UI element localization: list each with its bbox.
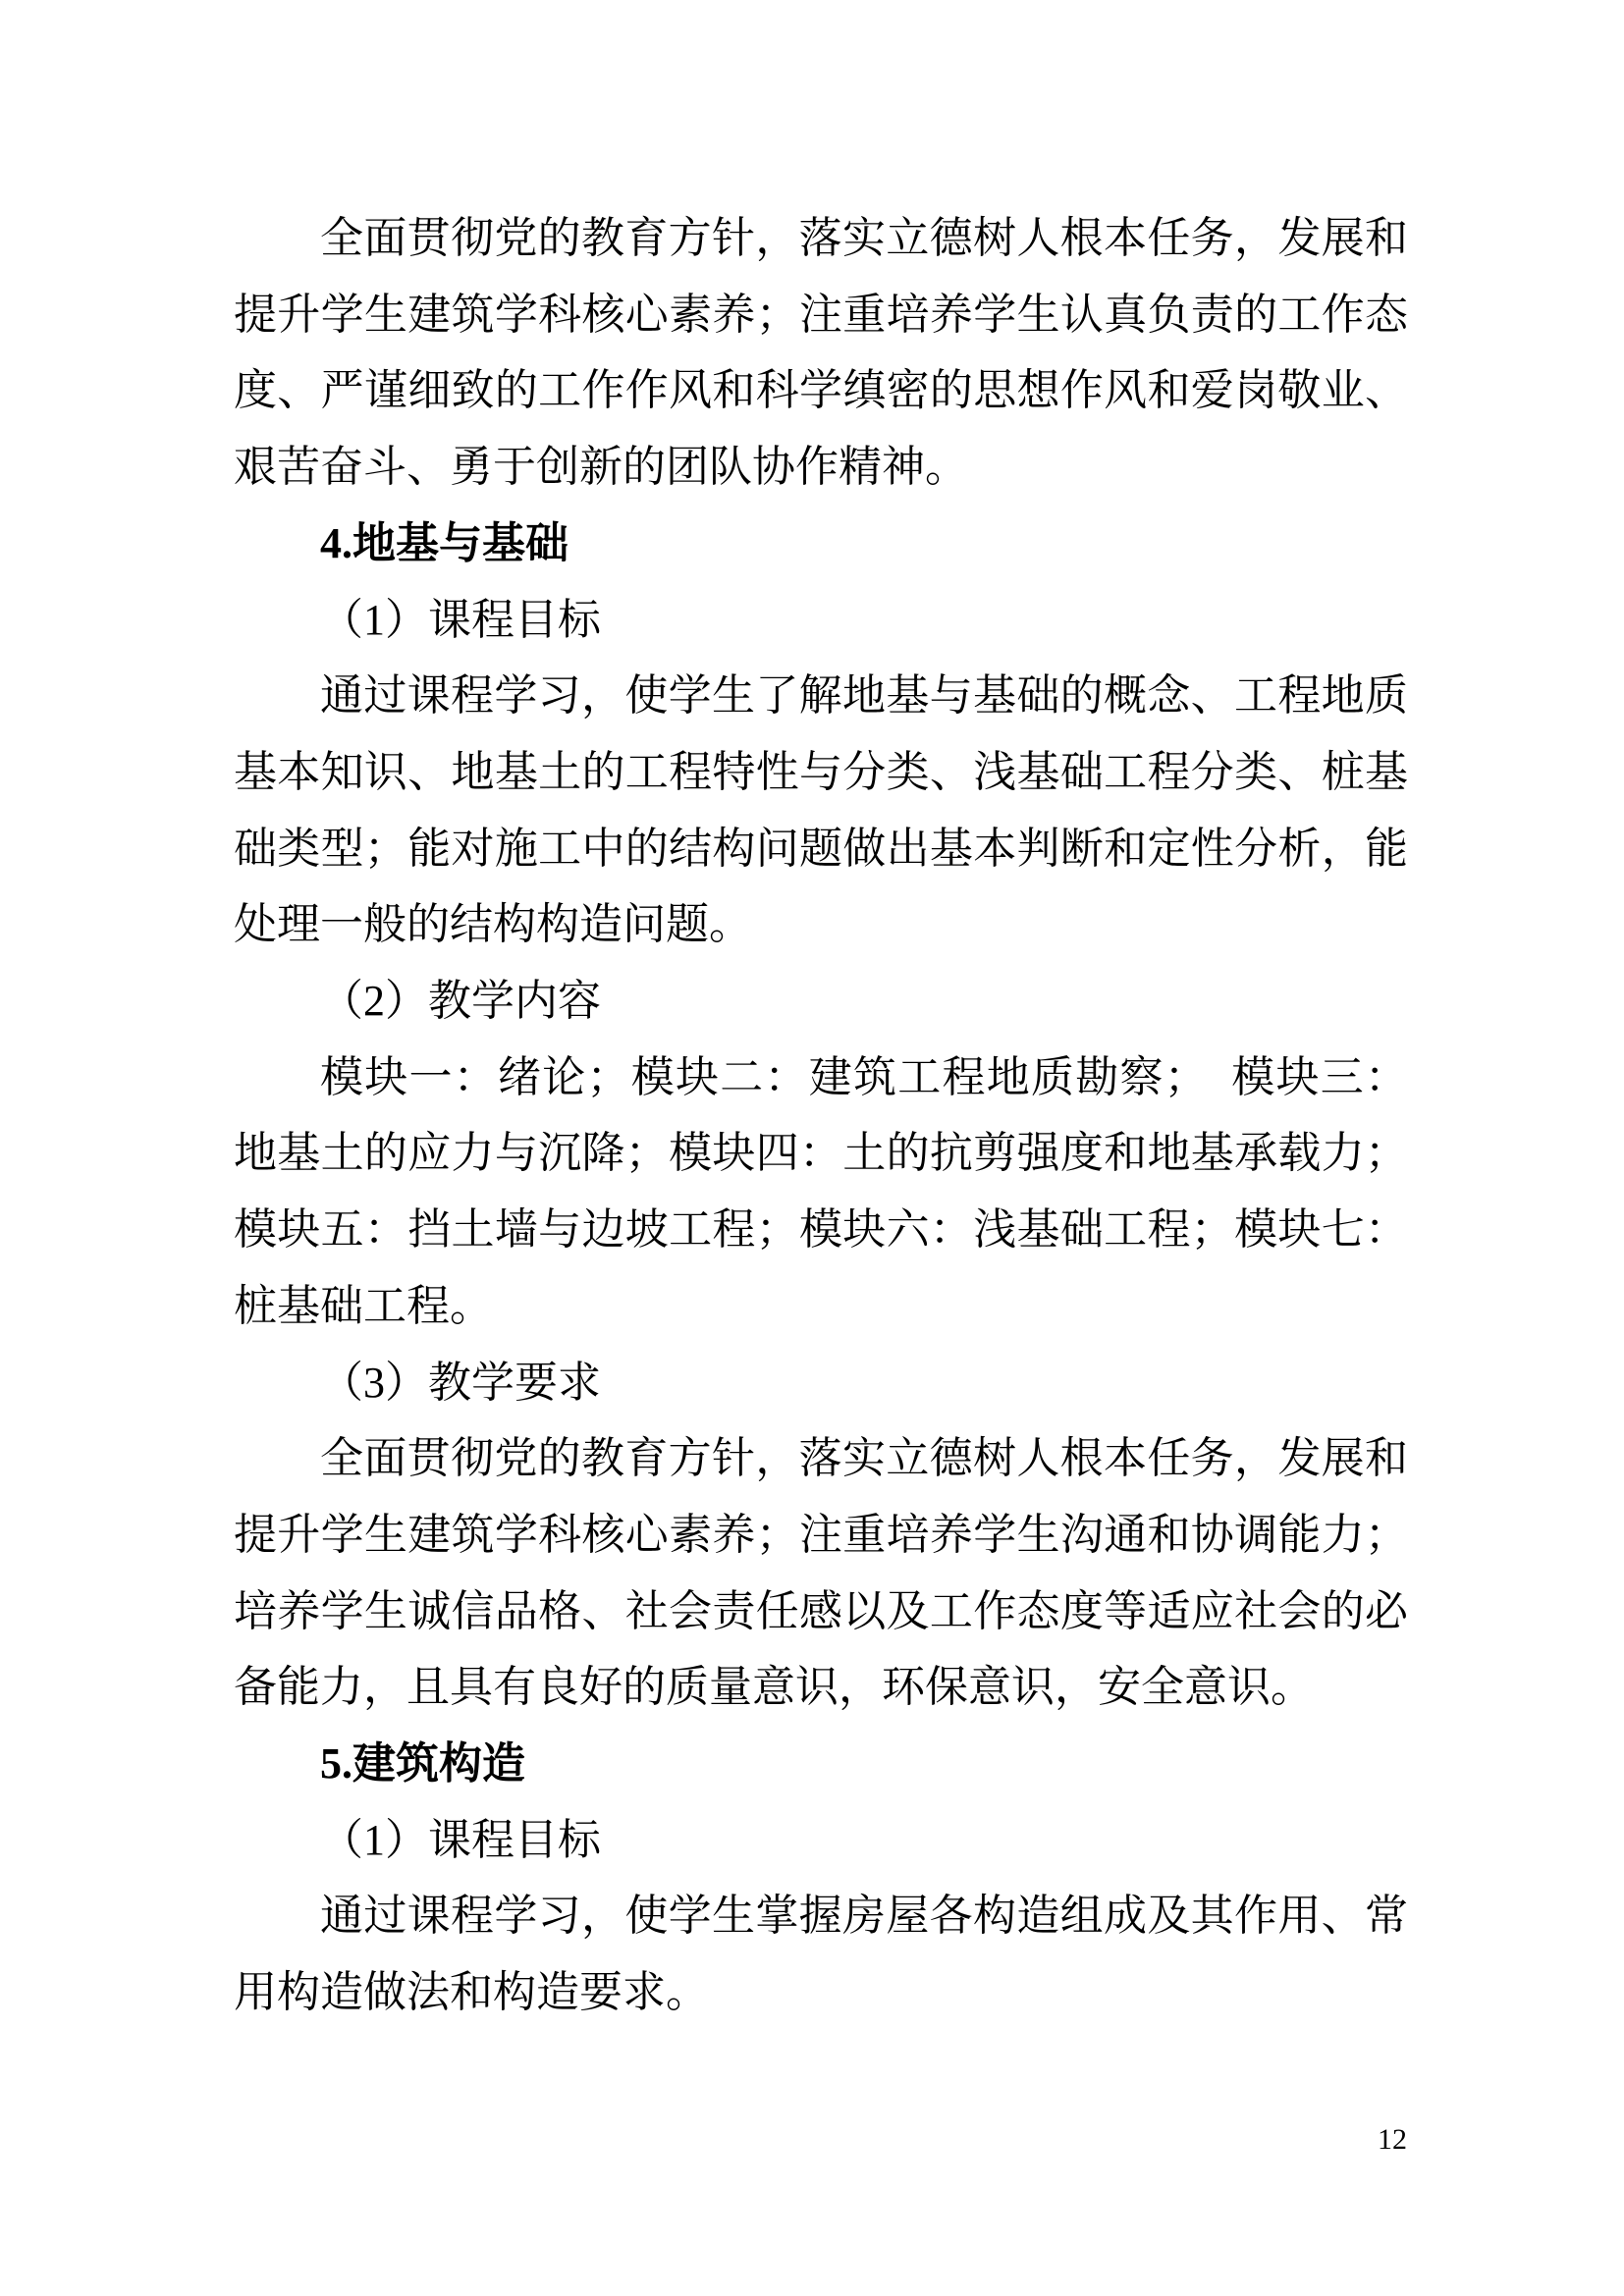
paragraph-teaching-requirements-label: （3）教学要求: [320, 1358, 601, 1407]
paragraph-course-objective-text-2: 通过课程学习，使学生掌握房屋各构造组成及其作用、常用构造做法和构造要求。: [234, 1892, 1408, 2017]
paragraph-course-objective-label: （1）课程目标: [320, 595, 601, 644]
paragraph-teaching-requirements-intro: 全面贯彻党的教育方针，落实立德树人根本任务，发展和提升学生建筑学科核心素养；注重培养学生认真负责的工作态度、严谨细致的工作作风和科学缜密的思想作风和爱岗敬业、艰苦奋斗、勇于创新的团队协作精神。: [234, 214, 1408, 492]
page-number: 12: [1378, 2123, 1407, 2156]
heading-course-4-foundations: 4.地基与基础: [320, 518, 568, 567]
paragraph-teaching-content-modules: 模块一：绪论；模块二：建筑工程地质勘察； 模块三：地基土的应力与沉降；模块四：土的抗剪强度和地基承载力；模块五：挡土墙与边坡工程；模块六：浅基础工程；模块七：桩基础工程。: [234, 1052, 1408, 1330]
paragraph-teaching-requirements-text: 全面贯彻党的教育方针，落实立德树人根本任务，发展和提升学生建筑学科核心素养；注重培养学生沟通和协调能力；培养学生诚信品格、社会责任感以及工作态度等适应社会的必备能力，且具有良好的质量意识，环保意识，安全意识。: [234, 1434, 1408, 1712]
paragraph-teaching-content-label: （2）教学内容: [320, 977, 601, 1026]
paragraph-course-objective-text: 通过课程学习，使学生了解地基与基础的概念、工程地质基本知识、地基土的工程特性与分类、浅基础工程分类、桩基础类型；能对施工中的结构问题做出基本判断和定性分析，能处理一般的结构构造问题。: [234, 671, 1408, 949]
document-body: [234, 200, 1408, 2031]
paragraph-course-objective-label-2: （1）课程目标: [320, 1815, 601, 1864]
heading-course-5-building-construction: 5.建筑构造: [320, 1739, 525, 1789]
